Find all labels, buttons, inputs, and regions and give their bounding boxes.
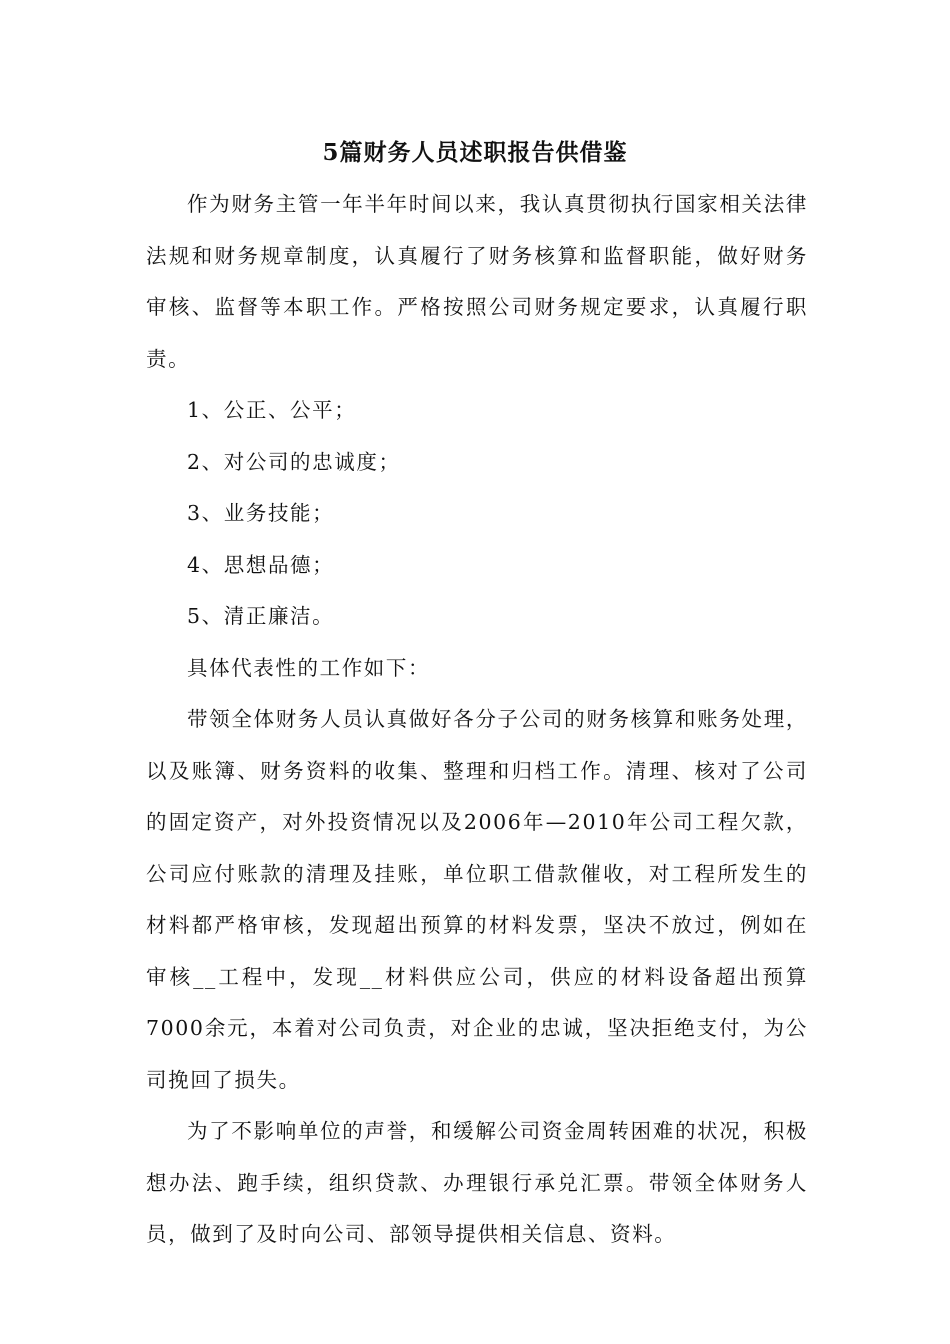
paragraph-work-heading: 具体代表性的工作如下： [187, 655, 431, 680]
list-item-5: 5、清正廉洁。 [187, 604, 335, 628]
document-body [146, 179, 808, 1261]
paragraph-intro: 作为财务主管一年半年时间以来，我认真贯彻执行国家相关法律法规和财务规章制度，认真履行了财务核算和监督职能，做好财务审核、监督等本职工作。严格按照公司财务规定要求，认真履行职责。 [146, 192, 808, 371]
paragraph-work-details: 带领全体财务人员认真做好各分子公司的财务核算和账务处理，以及账簿、财务资料的收集、整理和归档工作。清理、核对了公司的固定资产，对外投资情况以及2006年—2010年公司工程欠款，公司应付账款的清理及挂账，单位职工借款催收，对工程所发生的材料都严格审核，发现超出预算的材料发票，坚决不放过，例如在审核__工程中，发现__材料供应公司，供应的材料设备超出预算7000余元，本着对公司负责，对企业的忠诚，坚决拒绝支付，为公司挽回了损失。 [146, 707, 808, 1092]
list-item-2: 2、对公司的忠诚度； [187, 449, 401, 474]
paragraph-financing: 为了不影响单位的声誉，和缓解公司资金周转困难的状况，积极想办法、跑手续，组织贷款、办理银行承兑汇票。带领全体财务人员，做到了及时向公司、部领导提供相关信息、资料。 [146, 1119, 808, 1246]
list-item-3: 3、业务技能； [187, 501, 335, 525]
list-item-1: 1、公正、公平； [187, 398, 357, 422]
document-title: 5篇财务人员述职报告供借鉴 [322, 139, 628, 166]
list-item-4: 4、思想品德； [187, 552, 335, 577]
